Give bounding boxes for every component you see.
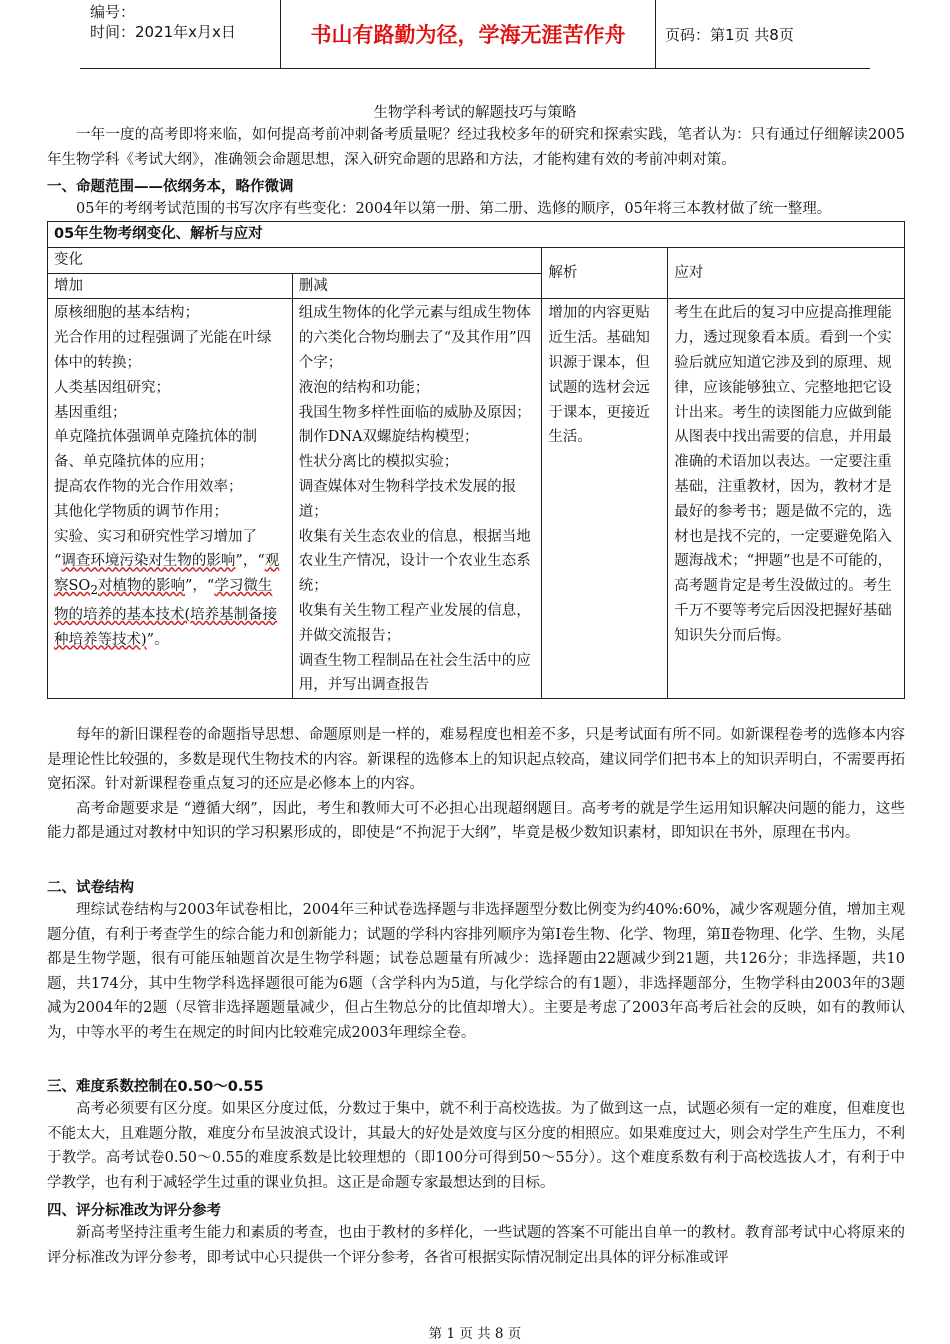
header-meta	[90, 2, 280, 42]
table-title: 05年生物考纲变化、解析与应对	[48, 222, 905, 248]
list-item: 实验、实习和研究性学习增加了	[54, 528, 257, 545]
intro-paragraph	[47, 123, 905, 172]
motto: 书山有路勤为径，学海无涯苦作舟	[310, 23, 626, 47]
list-item: 原核细胞的基本结构；	[54, 305, 199, 322]
table-title-row	[48, 222, 905, 248]
experiment-so2-a: 观察SO	[54, 553, 280, 595]
syllabus-table	[47, 221, 905, 699]
list-item: 我国生物多样性面临的威胁及原因；	[298, 404, 531, 421]
list-item: 其他化学物质的调节作用；	[54, 503, 228, 520]
quote-mark: “	[54, 553, 62, 570]
col-remove: 删减	[292, 273, 542, 299]
analysis-cell: 增加的内容更贴近生活。基础知识源于课本，但试题的选材会远于课本，更接近生活。	[542, 299, 668, 699]
intro-text: 一年一度的高考即将来临，如何提高考前冲刺备考质量呢？经过我校多年的研究和探索实践，笔者认为：只有通过仔细解读2005年生物学科《考试大纲》，准确领会命题思想，深入研究命题的思路和方法，才能构建有效的考前冲刺对策。	[47, 127, 905, 168]
document-title: 生物学科考试的解题技巧与策略	[373, 105, 577, 121]
experiment-pollution: 调查环境污染对生物的影响	[61, 553, 236, 570]
remove-cell	[292, 299, 542, 699]
list-item: 调查生物工程制品在社会生活中的应用，并写出调查报告	[298, 652, 531, 694]
section3-heading: 三、难度系数控制在0.50～0.55	[47, 1079, 264, 1095]
experiment-list	[54, 549, 286, 652]
quote-mark: ”。	[146, 631, 169, 648]
section2-paragraph	[47, 898, 905, 1045]
paragraph: 每年的新旧课程卷的命题指导思想、命题原则是一样的，难易程度也相差不多，只是考试面有所不同。如新课程卷考的选修本内容是理论性比较强的，多数是现代生物技术的内容。新课程的选修本上的知识起点较高，建议同学们把书本上的知识弄明白，不需要再拓宽拓深。针对新课程卷重点复习的还应是必修本上的内容。	[47, 727, 905, 792]
list-item: 提高农作物的光合作用效率；	[54, 478, 243, 495]
quote-mark: ”，“	[185, 578, 215, 595]
section4-text: 新高考坚持注重考生能力和素质的考查，也由于教材的多样化，一些试题的答案不可能出自单一的教材。教育部考试中心将原来的评分标准改为评分参考，即考试中心只提供一个评分参考，各省可根据实际情况制定出具体的评分标准或评	[47, 1225, 905, 1266]
col-change: 变化	[48, 247, 542, 273]
page-info: 页码：第1页 共8页	[665, 26, 794, 44]
list-item: 液泡的结构和功能；	[298, 379, 430, 396]
response-cell: 考生在此后的复习中应提高推理能力，透过现象看本质。看到一个实验后就应知道它涉及到的原理、规律，应该能够独立、完整地把它设计出来。考生的读图能力应做到能从图表中找出需要的信息，并用最准确的术语加以表达。一定要注重基础，注重教材，因为，教材才是最好的参考书；题是做不完的，选材也是找不完的，一定要避免陷入题海战术；“押题”也是不可能的，高考题肯定是考生没做过的。考生千万不要等考完后因没把握好基础知识失分而后悔。	[668, 299, 905, 699]
experiment-so2-b: 对植物的影响	[98, 578, 186, 595]
table-header-row	[48, 247, 905, 273]
subscript-2: 2	[90, 583, 99, 598]
section4-paragraph	[47, 1221, 905, 1270]
page-header	[80, 0, 870, 69]
list-item: 人类基因组研究；	[54, 379, 170, 396]
section3-paragraph	[47, 1097, 905, 1195]
section4-heading: 四、评分标准改为评分参考	[47, 1203, 221, 1219]
col-response: 应对	[668, 247, 905, 299]
section1-paragraph	[47, 197, 905, 222]
section1-text: 05年的考纲考试范围的书写次序有些变化：2004年以第一册、第二册、选修的顺序，05年将三本教材做了统一整理。	[76, 201, 832, 217]
paragraph: 高考命题要求是 “遵循大纲”，因此，考生和教师大可不必担心出现超纲题目。高考考的就是学生运用知识解决问题的能力，这些能力都是通过对教材中知识的学习积累形成的，即使是“不拘泥于大纲”，毕竟是极少数知识素材，即知识在书外，原理在书内。	[47, 800, 905, 841]
col-analysis: 解析	[542, 247, 668, 299]
list-item: 收集有关生物工程产业发展的信息，并做交流报告；	[298, 602, 531, 644]
table-body-row	[48, 299, 905, 699]
section2-text: 理综试卷结构与2003年试卷相比，2004年三种试卷选择题与非选择题型分数比例变为约40%:60%，减少客观题分值，增加主观题分值，有利于考查学生的综合能力和创新能力；试题的学科内容排列顺序为第Ⅰ卷生物、化学、物理，第Ⅱ卷物理、化学、生物，头尾都是生物学题，很有可能压轴题首次是生物学科题；试卷总题量有所减少：选择题由22题减少到21题，共126分；非选择题，共10题，共174分，其中生物学科选择题很可能为6题（含学科内为5道，与化学综合的有1题），非选择题部分，生物学科由2003年的3题减为2004年的2题（尽管非选择题题量减少，但占生物总分的比值却增大）。主要是考虑了2003年高考后社会的反映，如有的教师认为，中等水平的考生在规定的时间内比较难完成2003年理综全卷。	[47, 902, 905, 1041]
after-table-paragraphs	[47, 723, 905, 846]
section3-text: 高考必须要有区分度。如果区分度过低，分数过于集中，就不利于高校选拔。为了做到这一点，试题必须有一定的难度，但难度也不能太大，且难题分散，难度分布呈波浪式设计，其最大的好处是效度与区分度的相照应。如果难度过大，则会对学生产生压力，不利于教学。高考试卷0.50～0.55的难度系数是比较理想的（即100分可得到50～55分）。这个难度系数有利于高校选拔人才，有利于中学教学，也有利于减轻学生过重的课业负担。这正是命题专家最想达到的目标。	[47, 1101, 905, 1191]
list-item: 基因重组；	[54, 404, 127, 421]
list-item: 光合作用的过程强调了光能在叶绿体中的转换；	[54, 330, 272, 371]
list-item: 单克隆抗体强调单克隆抗体的制备、单克隆抗体的应用；	[54, 429, 257, 471]
list-item: 性状分离比的模拟实验；	[298, 454, 459, 471]
list-item: 组成生物体的化学元素与组成生物体的六类化合物均删去了“及其作用”四个字；	[298, 305, 532, 371]
section2-heading: 二、试卷结构	[47, 880, 134, 896]
list-item: 制作DNA双螺旋结构模型；	[298, 429, 479, 446]
col-add: 增加	[48, 273, 293, 299]
quote-mark: ”，“	[235, 553, 265, 570]
number-label: 编号：	[90, 3, 136, 21]
add-cell	[48, 299, 293, 699]
experiment-microbe: 学习微生物的培养的基本技术(培养基制备接种培养等技术)	[54, 578, 278, 648]
header-divider	[655, 0, 656, 68]
list-item: 调查媒体对生物科学技术发展的报道；	[298, 478, 517, 520]
time-label: 时间：2021年x月x日	[90, 23, 236, 41]
page-footer: 第 1 页 共 8 页	[428, 1326, 522, 1342]
section1-heading: 一、命题范围——依纲务本，略作微调	[47, 179, 294, 195]
list-item: 收集有关生态农业的信息，根据当地农业生产情况，设计一个农业生态系统；	[298, 528, 531, 595]
